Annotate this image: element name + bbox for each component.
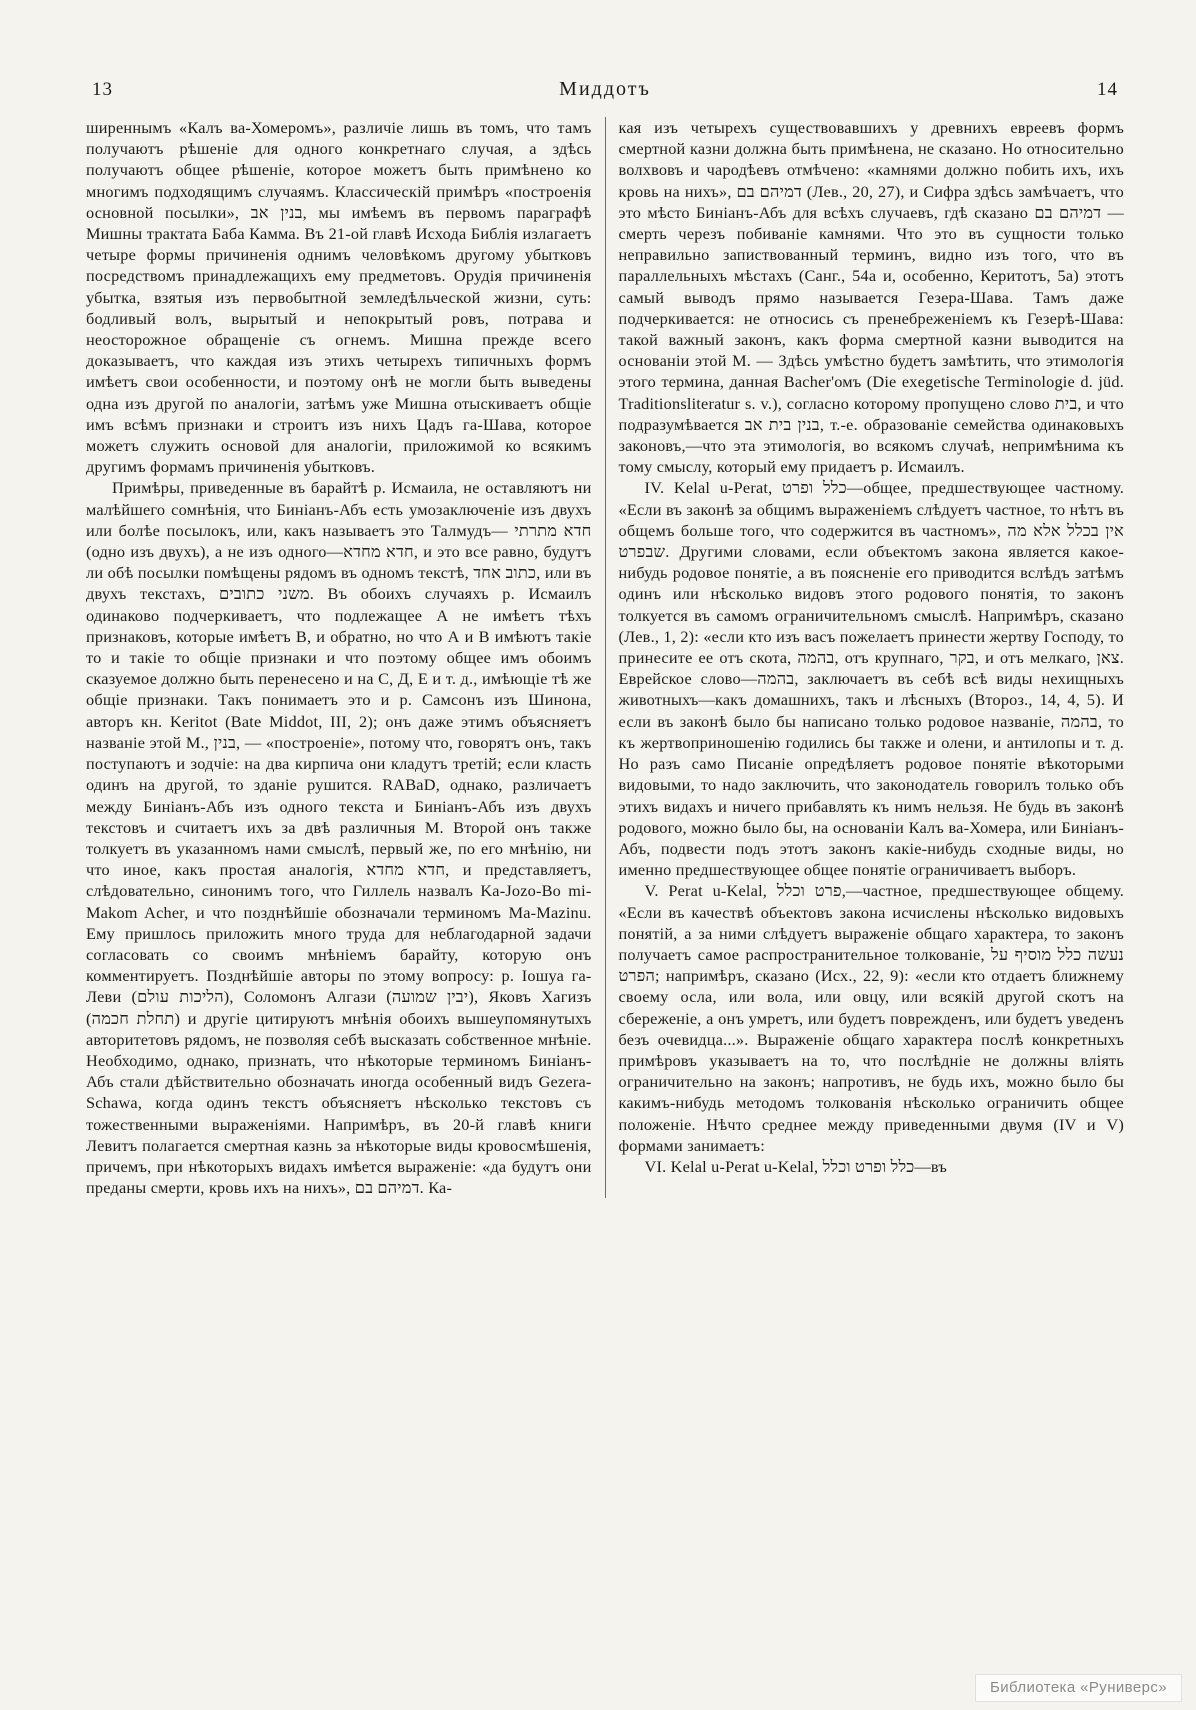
- column-left: [86, 117, 606, 1198]
- paragraph: кая изъ четырехъ существовавшихъ у древнихъ евреевъ формъ смертной казни должна быть примѣнена, не сказано. Но относительно волхвовъ и чародѣевъ отмѣчено: «камнями должно побить ихъ, ихъ кровь на нихъ», דמיהם בם (Лев., 20, 27), и Сифра здѣсь замѣчаетъ, что это мѣсто Биніанъ-Абъ для всѣхъ случаевъ, гдѣ сказано דמיהם בם — смерть черезъ побиваніе камнями. Что это въ сущности только неправильно запиствованный терминъ, видно изъ того, что въ параллельныхъ мѣстахъ (Санг., 54а и, особенно, Керитотъ, 5а) этотъ самый выводъ прямо называется Гезера-Шава. Тамъ даже подчеркивается: не относись съ пренебреженіемъ къ Гезерѣ-Шава: такой важный законъ, какъ форма смертной казни выводится на основаніи этой М. — Здѣсь умѣстно будетъ замѣтить, что этимологія этого термина, данная Bacher'омъ (Die exegetische Terminologie d. jüd. Traditionsliteratur s. v.), согласно которому пропущено слово בית, и что подразумѣвается בנין בית אב, т.-е. образованіе семейства одинаковыхъ законовъ,—что эта этимологія, во всякомъ случаѣ, непримѣнима къ тому смыслу, который ему придаетъ р. Исмаилъ.: [618, 118, 1125, 477]
- column-right: [606, 117, 1125, 1198]
- paragraph: ширеннымъ «Калъ ва-Хомеромъ», различіе лишь въ томъ, что тамъ получаютъ рѣшеніе для одного конкретнаго случая, а здѣсь получаютъ общее рѣшеніе, которое можетъ быть примѣнено ко многимъ подходящимъ случаямъ. Классическій примѣръ «построенія основной посылки», בנין אב, мы имѣемъ въ первомъ параграфѣ Мишны трактата Баба Камма. Въ 21-ой главѣ Исхода Библія излагаетъ четыре формы причиненія однимъ человѣкомъ другому убытковъ посредствомъ принадлежащихъ ему предметовъ. Орудія причиненія убытка, взятыя изъ первобытной земледѣльческой жизни, суть: бодливый волъ, вырытый и непокрытый ровъ, потрава и неосторожное обращеніе съ огнемъ. Мишна прежде всего доказываетъ, что каждая изъ этихъ четырехъ типичныхъ формъ имѣетъ свои особенности, и поэтому онѣ не могли быть выведены одна изъ другой по аналогіи, затѣмъ уже Мишна отыскиваетъ общіе имъ всѣмъ признаки и строитъ изъ нихъ Цадъ га-Шава, которое можетъ служить основой для аналогіи, приложимой ко всякимъ другимъ формамъ причиненія убытковъ.: [86, 118, 592, 477]
- page-header: [86, 78, 1124, 101]
- paragraph: Примѣры, приведенные въ барайтѣ р. Исмаила, не оставляютъ ни малѣйшего сомнѣнія, что Биніанъ-Абъ есть умозаключеніе изъ двухъ или болѣе посылокъ, или, какъ называетъ это Талмудъ— חדא מתרתי (одно изъ двухъ), а не изъ одного—חדא מחדא, и это все равно, будутъ ли обѣ посылки помѣщены рядомъ въ одномъ текстѣ, כתוב אחד, или въ двухъ текстахъ, משני כתובים. Въ обоихъ случаяхъ р. Исмаилъ одинаково подчеркиваетъ, что подлежащее А не имѣетъ тѣхъ признаковъ, которые имѣетъ В, и обратно, но что А и В имѣютъ такіе то и такіе то общіе признаки и что поэтому общее имъ обоимъ сказуемое должно быть перенесено и на С, Д, Е и т. д., имѣющіе тѣ же общіе признаки. Такъ понимаетъ это и р. Самсонъ изъ Шинона, авторъ кн. Keritot (Bate Middot, III, 2); онъ даже этимъ объясняетъ названіе этой М., בנין, — «построеніе», потому что, говорятъ онъ, такъ поступаютъ и зодчіе: на два кирпича они кладутъ третій; если класть одинъ на другой, то зданіе рушится. RАВаD, однако, различаетъ между Биніанъ-Абъ изъ одного текста и Биніанъ-Абъ изъ двухъ текстовъ и считаетъ ихъ за двѣ различныя М. Второй онъ также толкуетъ въ указанномъ нами смыслѣ, первый же, по его мнѣнію, ни что иное, какъ простая аналогія, חדא מחדא, и представляетъ, слѣдовательно, синонимъ того, что Гиллель назвалъ Ka-Jozo-Bo mi-Makom Acher, и что позднѣйшіе обозначали терминомъ Ma-Mazinu. Ему пришлось приложить много труда для неблагодарной задачи согласовать со своимъ мнѣніемъ барайту, которую онъ комментируетъ. Позднѣйшіе авторы по этому вопросу: р. Іошуа га-Леви (הליכות עולם), Соломонъ Алгази (יבין שמועה), Яковъ Хагизъ (תחלת חכמה) и другіе цитируютъ мнѣнія обоихъ вышеупомянутыхъ авторитетовъ рядомъ, не позволяя себѣ высказать собственное мнѣніе. Необходимо, однако, признать, что нѣкоторые терминомъ Биніанъ-Абъ стали дѣйствительно обозначать иногда особенный видъ Gezera-Schawa, когда одинъ текстъ объясняетъ нѣсколько текстовъ съ тожественными выраженіями. Напримѣръ, въ 20-й главѣ книги Левитъ полагается смертная казнь за нѣкоторые виды кровосмѣшенія, причемъ, при нѣкоторыхъ видахъ имѣется выраженіе: «да будутъ они преданы смерти, кровь ихъ на нихъ», דמיהם בם. Ка-: [86, 478, 592, 1198]
- page-title: Миддотъ: [559, 78, 651, 100]
- paragraph: VI. Kelal u-Perat u-Kelal, כלל ופרט וכלל—въ: [644, 1156, 948, 1176]
- page-number-left: 13: [92, 79, 113, 100]
- two-column-text-block: [86, 117, 1124, 1198]
- paragraph: V. Perat u-Kelal, פרט וכלל,—частное, предшествующее общему. «Если въ качествѣ объектовъ закона исчислены нѣсколько видовыхъ понятій, а за ними слѣдуетъ выраженіе общаго характера, то законъ получаетъ самое распространительное толкованіе, נעשה כלל מוסיף על הפרט; напримѣръ, сказано (Исх., 22, 9): «если кто отдаетъ ближнему своему осла, или вола, или овцу, или всякій другой скотъ на сбереженіе, а онъ умретъ, или будетъ поврежденъ, или будетъ уведенъ безъ очевидца...». Выраженіе общаго характера послѣ конкретныхъ примѣровъ указываетъ на то, что послѣдніе не должны вліять ограничительно на законъ; напротивъ, не будь ихъ, можно было бы какимъ-нибудь методомъ толкованія нѣсколько ограничить общее положеніе. Нѣчто среднее между приведенными двумя (IV и V) формами занимаетъ:: [618, 881, 1124, 1155]
- library-watermark: Библиотека «Руниверс»: [975, 1674, 1182, 1702]
- paragraph: IV. Kelal u-Perat, כלל ופרט—общее, предшествующее частному. «Если въ законѣ за общимъ выраженіемъ слѣдуетъ частное, то нѣтъ въ общемъ больше того, что содержится въ частномъ», אין בכלל אלא מה שבפרט. Другими словами, если объектомъ закона является какое-нибудь родовое понятіе, а въ поясненіе его приводится вслѣдъ затѣмъ одинъ или нѣсколько видовъ этого родового понятія, то законъ толкуется въ самомъ ограничительномъ смыслѣ. Напримѣръ, сказано (Лев., 1, 2): «если кто изъ васъ пожелаетъ принести жертву Господу, то принесите ее отъ скота, בהמה, отъ крупнаго, בקר, и отъ мелкаго, צאן. Еврейское слово—בהמה, заключаетъ въ себѣ всѣ виды нехищныхъ животныхъ—какъ домашнихъ, такъ и лѣсныхъ (Второз., 14, 4, 5). И если въ законѣ было бы написано только родовое названіе, בהמה, то къ жертвоприношенію годились бы также и олени, и антилопы и т. д. Но разъ само Писаніе опредѣляетъ родовое понятіе вѣкоторыми видовыми, то надо заключить, что законодатель говорилъ только объ этихъ видахъ и ничего прибавлять къ нимъ нельзя. Не будь въ законѣ родового, можно было бы, на основаніи Калъ ва-Хомера, или Биніанъ-Абъ, подвести подъ этотъ законъ какіе-нибудь сходные виды, но именно предшествующее общее понятіе ограничиваетъ выборъ.: [618, 478, 1125, 880]
- page-number-right: 14: [1097, 79, 1118, 100]
